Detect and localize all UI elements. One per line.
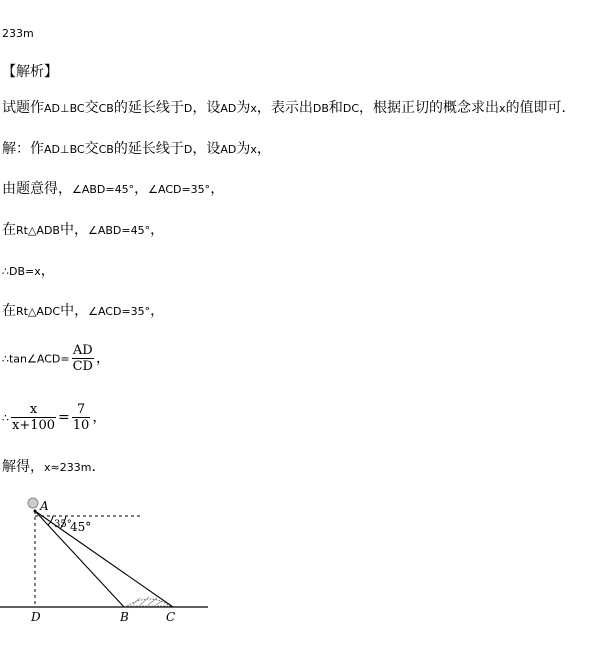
point-a	[34, 510, 37, 513]
math-term: Rt△ADC	[16, 305, 61, 318]
math-term: x	[250, 143, 257, 156]
section-heading: 【解析】	[2, 64, 58, 80]
analysis-text: 的值即可．	[505, 100, 576, 116]
math-term: AD	[220, 102, 237, 115]
analysis-text: ，根据正切的概念求出	[359, 100, 500, 116]
math-term: CB	[98, 102, 114, 115]
analysis-text: 为	[236, 100, 251, 116]
step-text: ，	[40, 263, 55, 279]
math-term: DC	[342, 102, 360, 115]
step-text: ，	[92, 409, 107, 426]
analysis-text: ，表示出	[256, 100, 313, 116]
step-text: 中，	[59, 222, 88, 238]
math-term: x	[250, 102, 257, 115]
analysis-text: 试题作	[2, 100, 44, 116]
solution-text: 交	[84, 141, 99, 157]
math-term: DB	[312, 102, 329, 115]
math-term: Rt△ADB	[16, 224, 60, 237]
math-term: D	[183, 143, 193, 156]
math-term: x	[499, 102, 506, 115]
label-b: B	[120, 610, 129, 624]
step-text: ．	[91, 459, 106, 475]
math-term: ∴tan∠ACD=	[2, 352, 70, 366]
solution-text: 为	[236, 141, 251, 157]
math-term: ∠ACD=35°	[88, 305, 151, 318]
fraction-numerator: AD	[72, 343, 93, 358]
math-term: CB	[98, 143, 114, 156]
angle-label-35: 35°	[54, 519, 72, 530]
math-term: ∴DB=x	[2, 265, 41, 278]
equals-sign: =	[58, 409, 70, 426]
math-term: AD⊥BC	[44, 102, 85, 115]
math-term: AD	[220, 143, 237, 156]
solution-text: 解：作	[2, 141, 44, 157]
step-text: ，	[150, 303, 165, 319]
step-text: 由题意得，	[2, 181, 72, 197]
angle-label-45: 45°	[70, 520, 92, 534]
label-a: A	[40, 499, 49, 513]
math-term: ∠ACD=35°	[148, 183, 211, 196]
step-text: 中，	[60, 303, 89, 319]
fraction-numerator: x	[11, 402, 56, 418]
math-term: x≈233m	[44, 461, 92, 474]
step-text: ，	[95, 350, 110, 367]
hatch-fill	[133, 597, 163, 605]
fraction-denominator: 10	[72, 418, 90, 433]
math-term: D	[183, 102, 193, 115]
step-text: 在	[2, 222, 16, 238]
step-text: ，	[210, 181, 225, 197]
solution-text: ，	[256, 141, 271, 157]
analysis-text: 和	[328, 100, 343, 116]
therefore-symbol: ∴	[2, 411, 9, 425]
step-text: ，	[150, 222, 165, 238]
step-text: ，	[134, 181, 149, 197]
label-d: D	[31, 610, 41, 624]
label-c: C	[166, 610, 176, 624]
analysis-text: ，设	[192, 100, 221, 116]
math-term: ∠ABD=45°	[72, 183, 135, 196]
analysis-text: 交	[84, 100, 99, 116]
fraction-numerator: 7	[72, 402, 91, 418]
solution-text: ，设	[192, 141, 221, 157]
fraction-denominator: CD	[72, 359, 93, 374]
answer-value: 233m	[2, 27, 34, 40]
solution-text: 的延长线于	[113, 141, 184, 157]
step-text: 解得，	[2, 459, 44, 475]
math-term: AD⊥BC	[44, 143, 85, 156]
fraction-denominator: x+100	[12, 418, 56, 433]
analysis-text: 的延长线于	[113, 100, 184, 116]
step-text: 在	[2, 303, 16, 319]
math-term: ∠ABD=45°	[87, 224, 151, 237]
balloon-icon	[28, 498, 38, 508]
